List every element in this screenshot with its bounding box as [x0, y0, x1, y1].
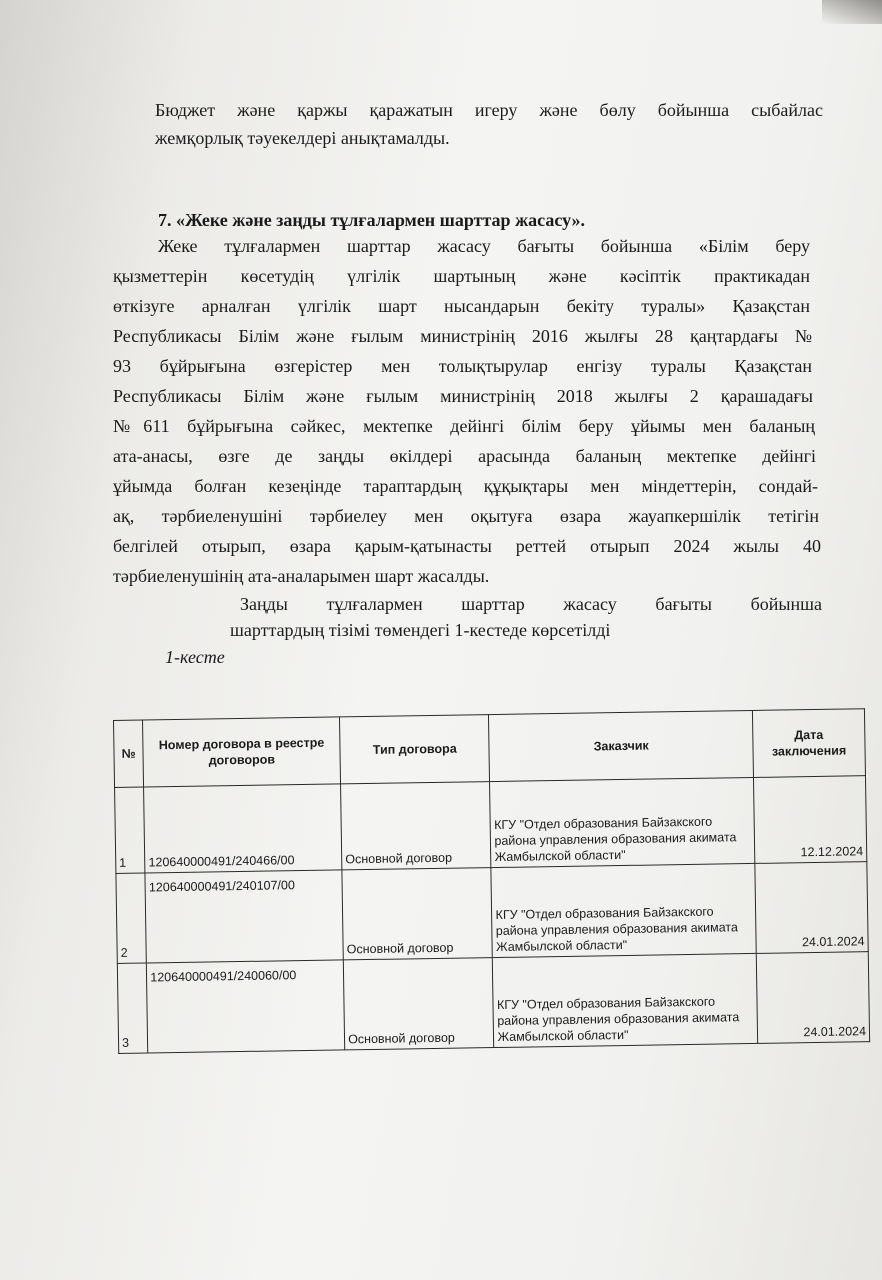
page-corner-shadow — [822, 0, 882, 24]
section-7-heading: 7. «Жеке және заңды тұлғалармен шарттар жасасу». — [158, 210, 586, 230]
header-customer: Заказчик — [489, 710, 753, 781]
row-num: 3 — [117, 963, 148, 1053]
row-customer: КГУ "Отдел образования Байзакского района управления образования акимата Жамбылской области" — [493, 953, 758, 1047]
body-line-8: ата-анасы, өзге де заңды өкілдері арасында баланың мектепке дейінгі — [113, 446, 816, 466]
legal-line-2: шарттардың тізімі төмендегі 1-кестеде көрсетілді — [230, 620, 611, 640]
row-regnum: 120640000491/240060/00 — [147, 960, 345, 1053]
table-row — [117, 952, 869, 1054]
body-line-2: қызметтерін көсетудің үлгілік шартының және кәсіптік практикадан — [113, 266, 810, 286]
body-line-11: белгілей отырып, өзара қарым-қатынасты реттей отырып 2024 жылы 40 — [113, 536, 821, 556]
header-type: Тип договора — [340, 715, 490, 784]
body-line-3: өткізуге арналған үлгілік шарт нысандарын бекіту туралы» Қазақстан — [113, 296, 810, 316]
intro-line-1: Бюджет және қаржы қаражатын игеру және бөлу бойынша сыбайлас — [155, 100, 823, 120]
legal-line-1: Заңды тұлғалармен шарттар жасасу бағыты бойынша — [240, 594, 822, 614]
row-type: Основной договор — [342, 868, 493, 960]
body-line-9: ұйымда болған кезеңінде тараптардың құқықтары мен міндеттерін, сондай- — [113, 476, 818, 496]
table-header-row — [114, 709, 866, 788]
row-num: 1 — [115, 787, 146, 873]
row-customer: КГУ "Отдел образования Байзакского района управления образования акимата Жамбылской области" — [491, 863, 756, 957]
table-row — [116, 862, 868, 964]
body-line-1: Жеке тұлғалармен шарттар жасасу бағыты бойынша «Білім беру — [158, 236, 810, 256]
body-line-4: Республикасы Білім және ғылым министрінің 2016 жылғы 28 қаңтардағы № — [113, 326, 812, 346]
row-regnum: 120640000491/240107/00 — [145, 870, 343, 963]
row-type: Основной договор — [343, 958, 494, 1050]
header-date: Дата заключения — [752, 709, 865, 778]
intro-line-2: жемқорлық тәуекелдері анықтамалды. — [155, 128, 450, 148]
header-regnum: Номер договора в реестре договоров — [143, 717, 341, 787]
body-line-12: тәрбиеленушінің ата-аналарымен шарт жасалды. — [113, 566, 490, 586]
body-line-5: 93 бұйрығына өзгерістер мен толықтырулар енгізу туралы Қазақстан — [113, 356, 812, 376]
row-date: 12.12.2024 — [753, 776, 866, 864]
header-num: № — [114, 720, 144, 787]
row-regnum: 120640000491/240466/00 — [144, 784, 342, 873]
contracts-table — [113, 708, 870, 1054]
row-type: Основной договор — [341, 782, 492, 870]
row-customer: КГУ "Отдел образования Байзакского района управления образования акимата Жамбылской области" — [490, 777, 755, 867]
body-line-6: Республикасы Білім және ғылым министрінің 2018 жылғы 2 қарашадағы — [113, 386, 813, 406]
row-date: 24.01.2024 — [755, 862, 868, 954]
table-row — [115, 776, 867, 874]
body-line-10: ақ, тәрбиеленушіні тәрбиелеу мен оқытуға өзара жауапкершілік тетігін — [113, 506, 819, 526]
table-caption: 1-кесте — [165, 647, 225, 667]
body-line-7: №611 бұйрығына сәйкес, мектепке дейінгі білім беру ұйымы мен баланың — [113, 416, 815, 436]
row-date: 24.01.2024 — [756, 952, 869, 1044]
row-num: 2 — [116, 873, 147, 963]
